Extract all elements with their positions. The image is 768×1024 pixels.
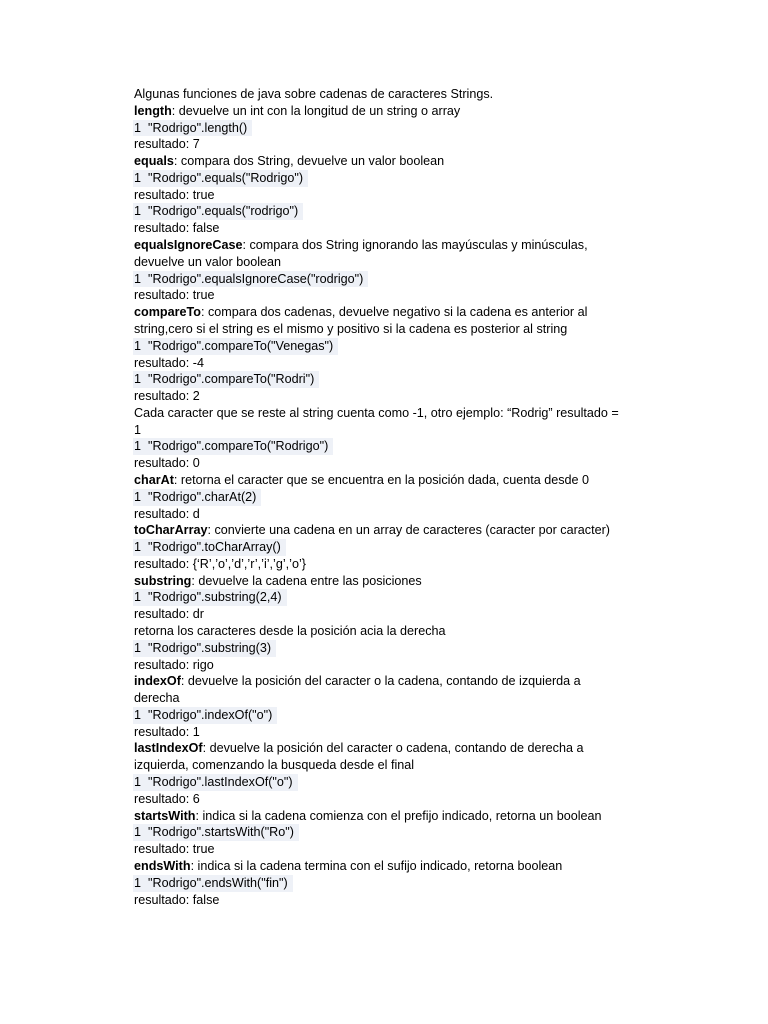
method-name: substring <box>134 573 192 588</box>
definition-line <box>134 522 614 539</box>
line-number: 1 <box>134 825 142 840</box>
definition-line <box>134 673 614 690</box>
method-description: : compara dos String, devuelve un valor boolean <box>173 154 445 169</box>
code-line <box>134 774 614 791</box>
text-line: string,cero si el string es el mismo y positivo si la cadena es posterior al string <box>134 321 568 336</box>
text-line: resultado: dr <box>134 607 205 622</box>
definition-line <box>134 472 614 489</box>
definition-line <box>134 740 614 757</box>
line-number: 1 <box>134 170 142 185</box>
method-name: endsWith <box>134 858 191 873</box>
code-text: "Rodrigo".compareTo("Rodrigo") <box>148 439 329 454</box>
line-number: 1 <box>134 875 142 890</box>
code-line <box>134 203 614 220</box>
code-text: "Rodrigo".indexOf("o") <box>148 707 273 722</box>
text-line: devuelve un valor boolean <box>134 254 282 269</box>
line-number: 1 <box>134 439 142 454</box>
definition-line <box>134 103 614 120</box>
line-number: 1 <box>134 640 142 655</box>
method-name: charAt <box>134 472 174 487</box>
method-description: : retorna el caracter que se encuentra en la posición dada, cuenta desde 0 <box>173 472 590 487</box>
code-text: "Rodrigo".equalsIgnoreCase("rodrigo") <box>148 271 364 286</box>
code-line <box>134 875 614 892</box>
text-line: resultado: true <box>134 187 215 202</box>
method-description: : devuelve la posición del caracter o cadena, contando de derecha a <box>202 741 584 756</box>
text-line: 1 <box>134 422 142 437</box>
method-description: : devuelve un int con la longitud de un string o array <box>171 103 461 118</box>
text-line: resultado: {‘R’,’o’,’d’,’r’,’i’,’g’,’o’} <box>134 556 306 571</box>
code-snippet <box>133 338 338 355</box>
method-name: equals <box>134 154 174 169</box>
text-line: Algunas funciones de java sobre cadenas de caracteres Strings. <box>134 87 494 101</box>
code-line <box>134 371 614 388</box>
code-snippet <box>133 170 308 187</box>
line-number: 1 <box>134 372 142 387</box>
code-line <box>134 589 614 606</box>
code-line <box>134 438 614 455</box>
line-number: 1 <box>134 590 142 605</box>
line-number: 1 <box>134 707 142 722</box>
code-snippet <box>133 589 287 606</box>
code-text: "Rodrigo".lastIndexOf("o") <box>148 775 293 790</box>
method-name: length <box>134 103 172 118</box>
code-snippet <box>133 438 333 455</box>
text-line: derecha <box>134 691 180 706</box>
code-line <box>134 489 614 506</box>
line-number: 1 <box>134 775 142 790</box>
code-text: "Rodrigo".compareTo("Venegas") <box>148 338 334 353</box>
text-line: resultado: true <box>134 288 215 303</box>
code-line <box>134 120 614 137</box>
code-snippet <box>133 640 276 657</box>
method-description: : indica si la cadena termina con el sufijo indicado, retorna boolean <box>190 858 563 873</box>
line-number: 1 <box>134 271 142 286</box>
code-text: "Rodrigo".compareTo("Rodri") <box>148 372 315 387</box>
code-text: "Rodrigo".equals("rodrigo") <box>148 204 299 219</box>
code-text: "Rodrigo".substring(2,4) <box>148 590 282 605</box>
method-name: startsWith <box>134 808 196 823</box>
method-name: lastIndexOf <box>134 741 203 756</box>
definition-line <box>134 304 614 321</box>
method-name: compareTo <box>134 305 201 320</box>
text-line: resultado: false <box>134 221 220 236</box>
text-line: resultado: 1 <box>134 724 200 739</box>
text-line: resultado: true <box>134 842 215 857</box>
text-line: resultado: 7 <box>134 137 200 152</box>
line-number: 1 <box>134 540 142 555</box>
method-name: toCharArray <box>134 523 208 538</box>
text-line: retorna los caracteres desde la posición acia la derecha <box>134 624 446 638</box>
code-line <box>134 640 614 657</box>
code-text: "Rodrigo".length() <box>148 120 248 135</box>
definition-line <box>134 858 614 875</box>
method-name: indexOf <box>134 674 181 689</box>
text-line: resultado: rigo <box>134 657 214 672</box>
code-line <box>134 338 614 355</box>
code-snippet <box>133 489 261 506</box>
definition-line <box>134 573 614 590</box>
code-text: "Rodrigo".equals("Rodrigo") <box>148 170 304 185</box>
method-description: : convierte una cadena en un array de caracteres (caracter por caracter) <box>207 523 610 538</box>
method-description: : devuelve la cadena entre las posiciones <box>191 573 422 588</box>
code-snippet <box>133 371 319 388</box>
code-line <box>134 539 614 556</box>
definition-line <box>134 808 614 825</box>
text-line: resultado: false <box>134 892 220 907</box>
code-snippet <box>133 875 293 892</box>
definition-line <box>134 237 614 254</box>
code-snippet <box>133 539 286 556</box>
code-text: "Rodrigo".toCharArray() <box>148 540 281 555</box>
line-number: 1 <box>134 204 142 219</box>
line-number: 1 <box>134 338 142 353</box>
code-text: "Rodrigo".charAt(2) <box>148 489 257 504</box>
code-line <box>134 271 614 288</box>
code-line <box>134 824 614 841</box>
code-snippet <box>133 203 303 220</box>
text-line: resultado: 2 <box>134 389 200 404</box>
code-line <box>134 707 614 724</box>
code-snippet <box>133 774 298 791</box>
method-description: : compara dos cadenas, devuelve negativo si la cadena es anterior al <box>200 305 588 320</box>
code-snippet <box>133 271 368 288</box>
code-text: "Rodrigo".endsWith("fin") <box>148 875 288 890</box>
code-line <box>134 170 614 187</box>
code-snippet <box>133 707 277 724</box>
text-line: resultado: 0 <box>134 456 200 471</box>
line-number: 1 <box>134 120 142 135</box>
text-line: resultado: 6 <box>134 791 200 806</box>
line-number: 1 <box>134 489 142 504</box>
text-line: resultado: d <box>134 506 200 521</box>
text-line: resultado: -4 <box>134 355 205 370</box>
code-text: "Rodrigo".substring(3) <box>148 640 272 655</box>
text-line: Cada caracter que se reste al string cuenta como -1, otro ejemplo: “Rodrig” resultado = <box>134 405 619 420</box>
method-description: : indica si la cadena comienza con el prefijo indicado, retorna un boolean <box>195 808 602 823</box>
method-description: : devuelve la posición del caracter o la cadena, contando de izquierda a <box>180 674 581 689</box>
code-text: "Rodrigo".startsWith("Ro") <box>148 825 294 840</box>
code-snippet <box>133 824 299 841</box>
text-line: izquierda, comenzando la busqueda desde el final <box>134 758 415 773</box>
method-description: : compara dos String ignorando las mayúsculas y minúsculas, <box>242 238 588 253</box>
code-snippet <box>133 120 252 137</box>
method-name: equalsIgnoreCase <box>134 238 243 253</box>
definition-line <box>134 153 614 170</box>
document-body <box>134 86 619 908</box>
